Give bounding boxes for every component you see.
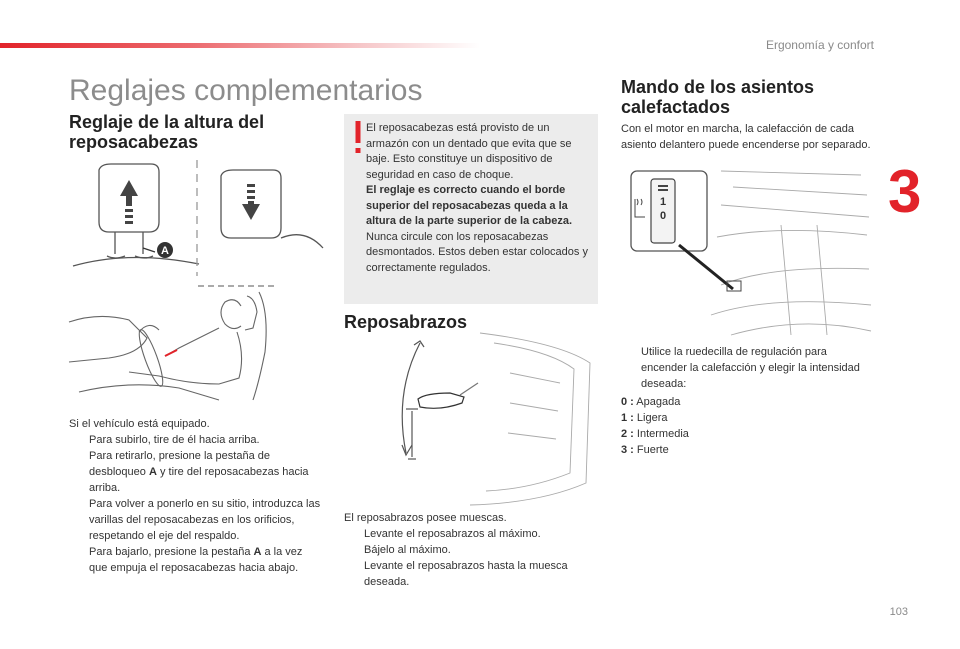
wheel-label-1: 1 bbox=[659, 196, 667, 208]
headrest-heading: Reglaje de la altura del reposacabezas bbox=[69, 112, 265, 152]
list-item: Bájelo al máximo. bbox=[364, 544, 451, 556]
headrest-illustration bbox=[69, 158, 329, 284]
armrest-heading: Reposabrazos bbox=[344, 312, 468, 332]
headrest-text bbox=[69, 416, 321, 576]
heat-level-item: 3 : Fuerte bbox=[621, 444, 669, 456]
heat-level-item: 1 : Ligera bbox=[621, 412, 668, 424]
callout-a-label: A bbox=[161, 245, 169, 257]
page-number: 103 bbox=[889, 606, 908, 618]
heated-seats-heading: Mando de los asientos calefactados bbox=[621, 77, 815, 117]
heat-level-item: 0 : Apagada bbox=[621, 396, 681, 408]
headrest-intro: Si el vehículo está equipado. bbox=[69, 418, 210, 430]
list-item: Para bajarlo, presione la pestaña A a la vez que empuja el reposacabezas hacia abajo. bbox=[89, 546, 303, 574]
page-title: Reglajes complementarios bbox=[69, 74, 423, 107]
heated-instructions bbox=[621, 344, 871, 392]
heated-intro: Con el motor en marcha, la calefacción de cada asiento delantero puede encenderse por separado. bbox=[621, 123, 871, 151]
list-item: Utilice la ruedecilla de regulación para encender la calefacción y elegir la intensidad deseada: bbox=[641, 346, 860, 390]
armrest-illustration bbox=[390, 333, 600, 509]
heat-level-item: 2 : Intermedia bbox=[621, 428, 689, 440]
heat-levels-list bbox=[621, 394, 871, 458]
list-item: Levante el reposabrazos al máximo. bbox=[364, 528, 541, 540]
list-item: Para subirlo, tire de él hacia arriba. bbox=[89, 434, 260, 446]
warning-text: El reposacabezas está provisto de un armazón con un dentado que evita que se baje. Esto constituye un dispositivo de seguridad en caso de choque. El reglaje es correcto cuando el borde superior del reposacabezas queda a la altura de la parte superior de la cabeza. Nunca circule con los reposacabezas desmontados. Estos deben estar colocados y correctamente regulados. bbox=[366, 122, 588, 274]
armrest-intro: El reposabrazos posee muescas. bbox=[344, 512, 507, 524]
heated-seat-control-illustration bbox=[621, 165, 873, 337]
warning-icon bbox=[355, 121, 361, 155]
dashed-divider bbox=[198, 284, 276, 288]
list-item: Para volver a ponerlo en su sitio, introduzca las varillas del reposacabezas en los orificios, respetando el eje del respaldo. bbox=[89, 498, 321, 542]
header-accent-bar bbox=[0, 43, 480, 48]
section-title: Ergonomía y confort bbox=[765, 38, 874, 52]
wheel-label-0: 0 bbox=[659, 210, 667, 222]
list-item: Para retirarlo, presione la pestaña de desbloqueo A y tire del reposacabezas hacia arriba. bbox=[89, 450, 309, 494]
armrest-text bbox=[344, 510, 598, 590]
list-item: Levante el reposabrazos hasta la muesca deseada. bbox=[364, 560, 568, 588]
chapter-number: 3 bbox=[888, 158, 922, 225]
driver-seat-illustration bbox=[69, 292, 271, 400]
